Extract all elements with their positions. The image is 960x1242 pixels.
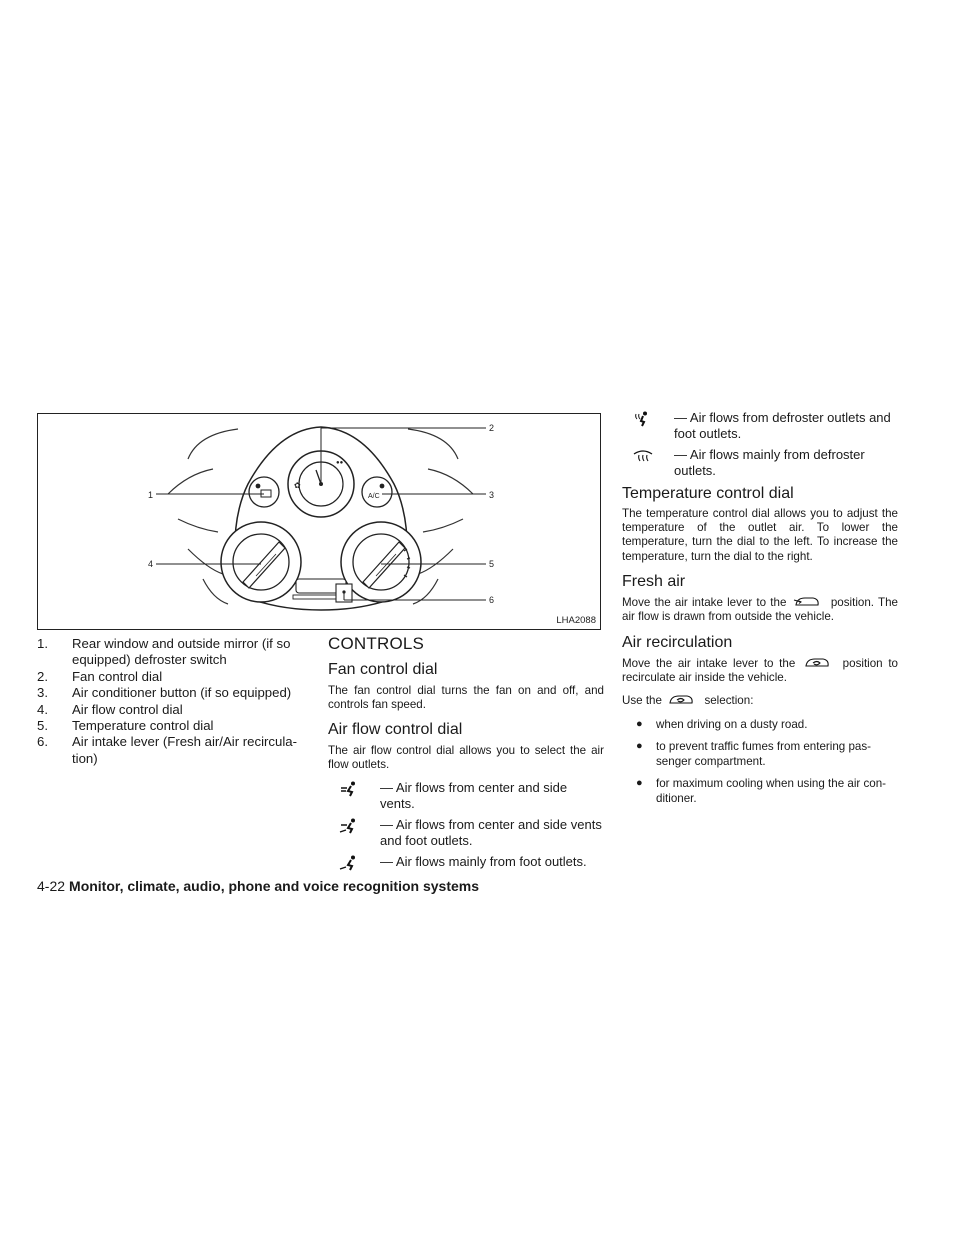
legend-item: 1. Rear window and outside mirror (if so equipped) defroster switch xyxy=(37,636,291,668)
temperature-heading: Temperature control dial xyxy=(622,484,794,502)
callout-2: 2 xyxy=(489,423,495,433)
svg-text:✿: ✿ xyxy=(294,481,301,490)
callout-3: 3 xyxy=(489,490,495,500)
recirc-heading: Air recirculation xyxy=(622,633,733,651)
airflow-mode-bi-level: — Air flows from center and side vents and foot outlets. xyxy=(328,817,604,850)
fan-body: The fan control dial turns the fan on and off, and controls fan speed. xyxy=(328,683,604,712)
callout-1: 1 xyxy=(148,490,154,500)
legend-item: 6. Air intake lever (Fresh air/Air recircula-tion) xyxy=(37,734,297,766)
chapter-title: Monitor, climate, audio, phone and voice recognition systems xyxy=(69,878,479,894)
airflow-mode-foot: — Air flows mainly from foot outlets. xyxy=(328,854,604,870)
legend-item: 2. Fan control dial xyxy=(37,668,163,684)
callout-5: 5 xyxy=(489,559,495,569)
vent-mode-icon xyxy=(338,781,360,797)
airflow-mode-defrost-foot: — Air flows from defroster outlets and foot outlets. xyxy=(622,410,898,443)
legend-item: 4. Air flow control dial xyxy=(37,701,183,717)
recirc-use-line: Use the selection: xyxy=(622,694,754,708)
recirculation-icon xyxy=(803,656,831,670)
fresh-air-heading: Fresh air xyxy=(622,572,686,590)
list-item: ● to prevent traffic fumes from entering pas-senger compartment. xyxy=(636,739,872,768)
airflow-mode-vent: — Air flows from center and side vents. xyxy=(328,780,604,813)
temperature-body: The temperature control dial allows you to adjust the temperature of the outlet air. To lower the temperature, turn the dial to the left. To increase the temperature, turn the dial to the right. xyxy=(622,507,898,563)
section-heading: CONTROLS xyxy=(328,634,425,653)
figure-code: LHA2088 xyxy=(556,615,596,626)
climate-control-figure xyxy=(37,413,601,630)
airflow-heading: Air flow control dial xyxy=(328,721,463,739)
recirculation-icon xyxy=(667,693,695,707)
svg-text:●●: ●● xyxy=(336,460,344,466)
right-column xyxy=(622,407,898,813)
callout-4: 4 xyxy=(148,559,154,569)
climate-panel-illustration xyxy=(38,414,602,631)
recirc-body: Move the air intake lever to the position to recirculate air inside the vehicle. xyxy=(622,657,898,685)
airflow-mode-defrost: — Air flows mainly from defroster outlets. xyxy=(622,447,898,480)
list-item: ● for maximum cooling when using the air con-ditioner. xyxy=(636,776,887,805)
list-item: ● when driving on a dusty road. xyxy=(636,717,808,731)
controls-section xyxy=(328,636,604,874)
airflow-body: The air flow control dial allows you to select the air flow outlets. xyxy=(328,743,604,771)
figure-legend xyxy=(37,636,307,767)
fan-heading: Fan control dial xyxy=(328,661,438,679)
foot-mode-icon xyxy=(338,855,360,871)
legend-item: 5. Temperature control dial xyxy=(37,718,214,734)
ac-button-label: A/C xyxy=(368,493,380,500)
defrost-foot-mode-icon xyxy=(632,411,654,427)
callout-6: 6 xyxy=(489,595,495,605)
recirc-bullet-list xyxy=(622,717,898,806)
legend-item: 3. Air conditioner button (if so equipped) xyxy=(37,685,292,701)
fresh-air-icon xyxy=(793,595,821,609)
page-footer xyxy=(37,878,479,894)
defrost-mode-icon xyxy=(632,448,654,464)
page-number: 4-22 xyxy=(37,878,66,894)
fresh-air-body: Move the air intake lever to the position. The air flow is drawn from outside the vehicle. xyxy=(622,596,898,624)
bi-level-mode-icon xyxy=(338,818,360,834)
